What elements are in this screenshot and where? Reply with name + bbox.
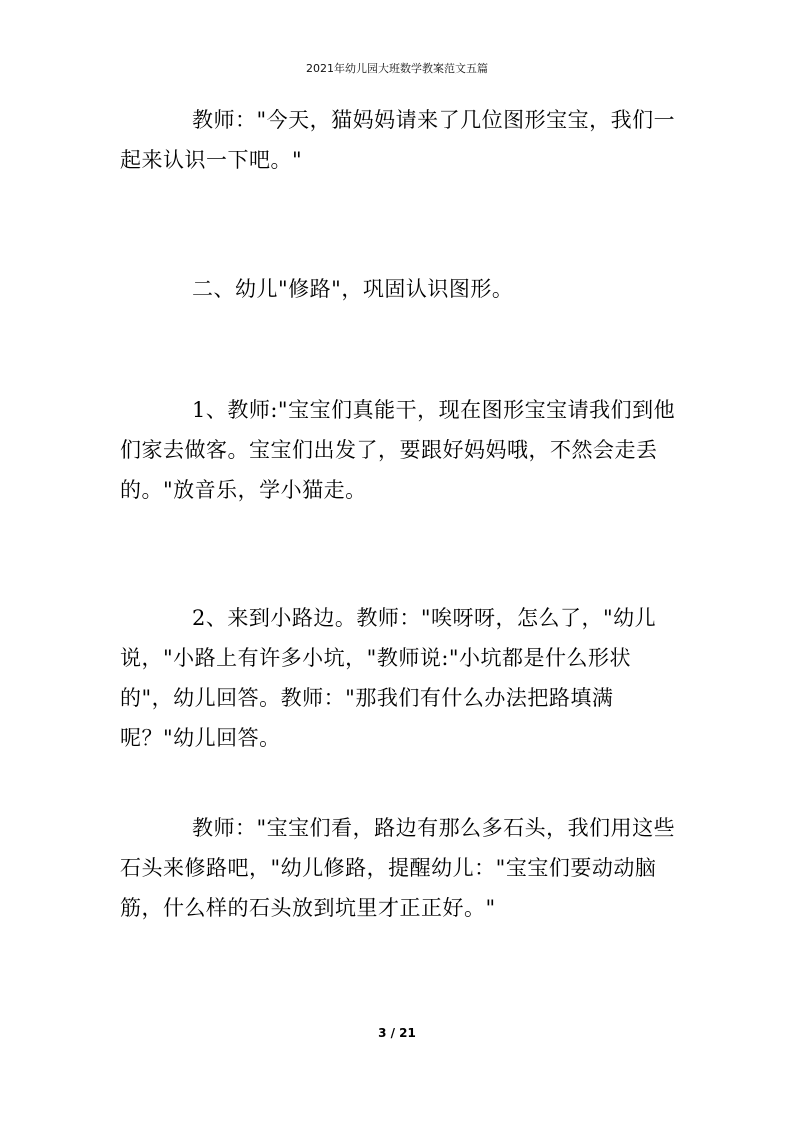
- paragraph-section-heading: 二、幼儿"修路"，巩固认识图形。: [192, 277, 514, 301]
- paragraph-step-2: 2、来到小路边。教师："唉呀呀，怎么了，"幼儿说，"小路上有许多小坑，"教师说:"小坑都是什么形状的"，幼儿回答。教师："那我们有什么办法把路填满呢？"幼儿回答。: [120, 606, 657, 750]
- paragraph-teacher-repair: 教师："宝宝们看，路边有那么多石头，我们用这些石头来修路吧，"幼儿修路，提醒幼儿："宝宝们要动动脑筋，什么样的石头放到坑里才正正好。": [120, 816, 676, 920]
- page-number: 3 / 21: [378, 1026, 416, 1040]
- paragraph-step-1: 1、教师:"宝宝们真能干，现在图形宝宝请我们到他们家去做客。宝宝们出发了，要跟好妈妈哦，不然会走丢的。"放音乐，学小猫走。: [120, 398, 676, 502]
- paragraph-teacher-intro: 教师："今天，猫妈妈请来了几位图形宝宝，我们一起来认识一下吧。": [120, 108, 676, 172]
- page-header-title: 2021年幼儿园大班数学教案范文五篇: [306, 62, 488, 75]
